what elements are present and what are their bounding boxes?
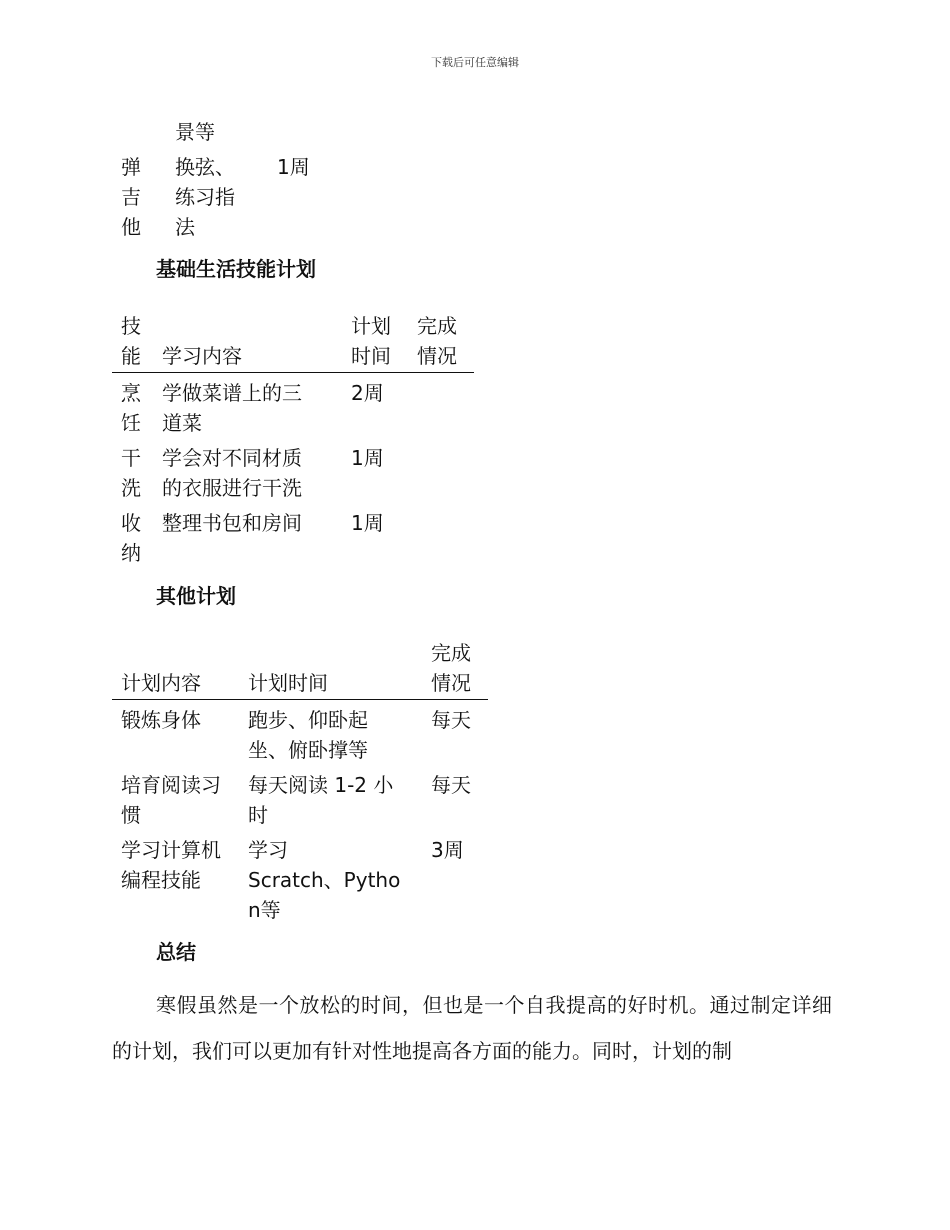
life-skills-header-rule: [112, 372, 474, 373]
life-skills-heading: 基础生活技能计划: [156, 257, 316, 281]
other-plans-row-time: 学习 Scratch、Pytho n等: [248, 838, 401, 922]
life-skills-row-time: 2周: [351, 381, 384, 405]
life-skills-row-time: 1周: [351, 511, 384, 535]
other-plans-header-content: 计划内容: [121, 671, 201, 695]
life-skills-header-skill: 技 能: [121, 314, 141, 368]
other-plans-header-rule: [112, 699, 488, 700]
other-plans-header-status: 完成 情况: [431, 641, 471, 695]
life-skills-row-content: 学会对不同材质 的衣服进行干洗: [162, 446, 302, 500]
summary-paragraph: 寒假虽然是一个放松的时间，但也是一个自我提高的好时机。通过制定详细的计划，我们可以更加有针对性地提高各方面的能力。同时，计划的制: [112, 993, 832, 1063]
life-skills-header-content: 学习内容: [162, 344, 242, 368]
life-skills-row-skill: 烹 饪: [121, 381, 141, 435]
life-skills-header-time: 计划 时间: [351, 314, 391, 368]
guitar-time-cell: 1周: [277, 155, 310, 179]
guitar-content-cell: 换弦、 练习指 法: [175, 155, 235, 239]
summary-heading: 总结: [156, 940, 196, 964]
other-plans-row-time: 每天阅读 1-2 小 时: [248, 773, 394, 827]
life-skills-row-content: 学做菜谱上的三 道菜: [162, 381, 302, 435]
other-plans-row-status: 每天: [431, 708, 471, 732]
life-skills-row-time: 1周: [351, 446, 384, 470]
guitar-skill-cell: 弹 吉 他: [121, 155, 141, 239]
other-plans-row-status: 每天: [431, 773, 471, 797]
life-skills-header-status: 完成 情况: [417, 314, 457, 368]
other-plans-row-content: 培育阅读习 惯: [121, 773, 221, 827]
life-skills-row-skill: 干 洗: [121, 446, 141, 500]
other-plans-row-content: 学习计算机 编程技能: [121, 838, 221, 892]
life-skills-row-content: 整理书包和房间: [162, 511, 302, 535]
life-skills-row-skill: 收 纳: [121, 511, 141, 565]
other-plans-row-content: 锻炼身体: [121, 708, 201, 732]
other-plans-heading: 其他计划: [156, 584, 236, 608]
other-plans-row-time: 跑步、仰卧起 坐、俯卧撑等: [248, 708, 368, 762]
other-plans-row-status: 3周: [431, 838, 464, 862]
other-plans-header-time: 计划时间: [248, 671, 328, 695]
page-header-note: 下载后可任意编辑: [431, 56, 519, 69]
guitar-content-continuation: 景等: [175, 120, 215, 144]
